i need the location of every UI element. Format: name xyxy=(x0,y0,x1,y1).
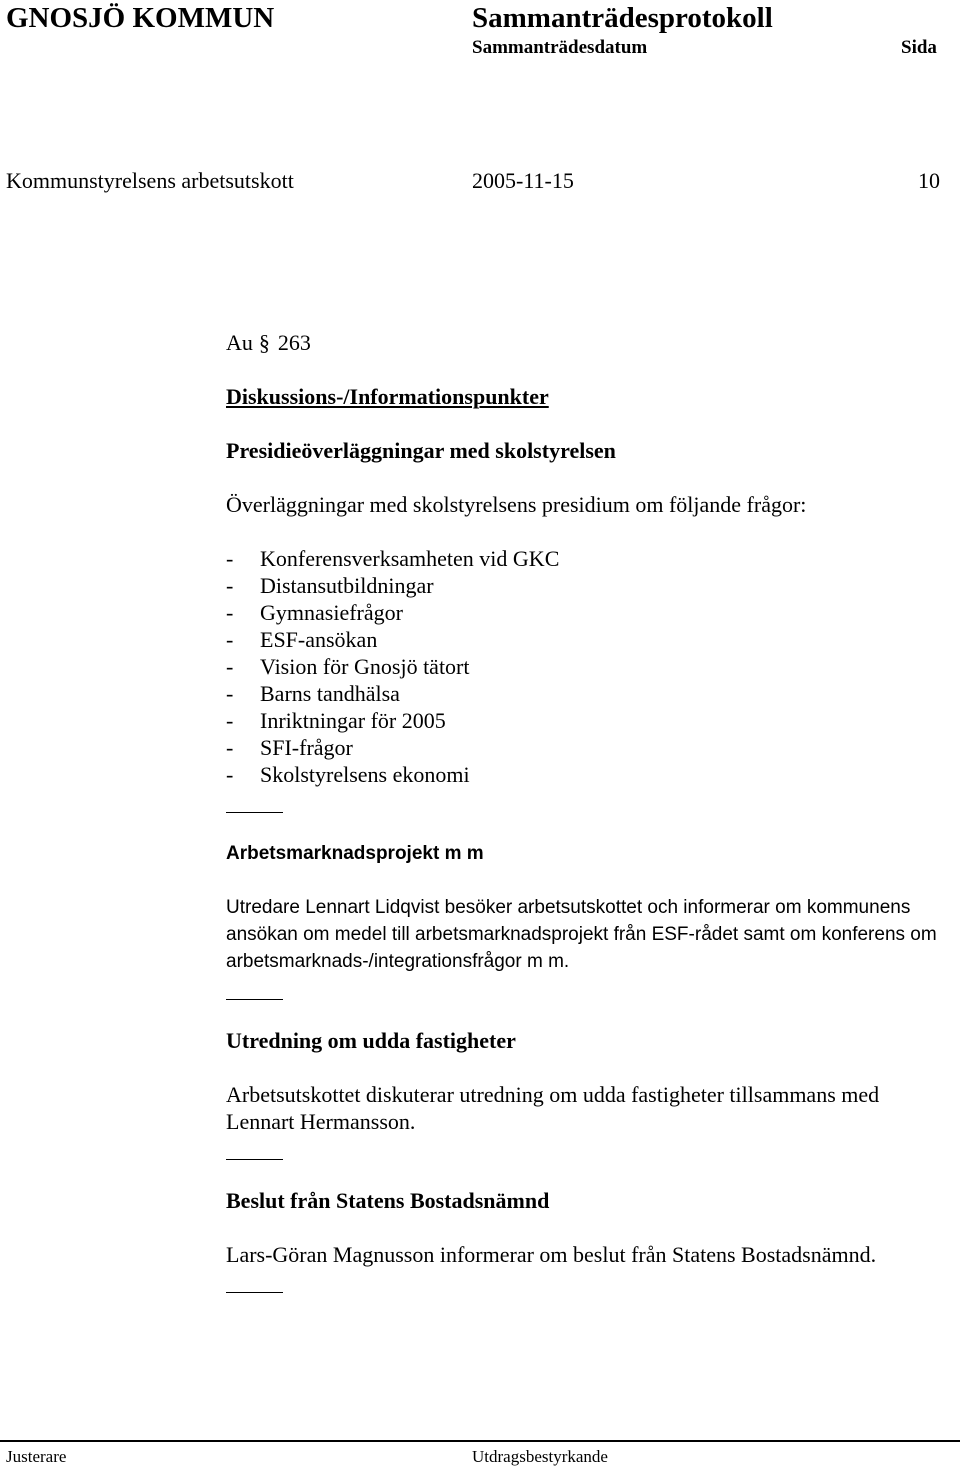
list-item: - Distansutbildningar xyxy=(226,573,434,598)
org-name: GNOSJÖ KOMMUN xyxy=(6,2,275,34)
section-heading-presidium: Presidieöverläggningar med skolstyrelsen xyxy=(226,438,616,463)
meeting-date: 2005-11-15 xyxy=(472,168,574,193)
list-item: - Gymnasiefrågor xyxy=(226,600,403,625)
extract-certification-label: Utdragsbestyrkande xyxy=(472,1447,608,1466)
paragraph-prefix: Au xyxy=(226,330,253,355)
list-item: - ESF-ansökan xyxy=(226,627,378,652)
main-heading: Diskussions-/Informationspunkter xyxy=(226,384,549,409)
section-heading-properties: Utredning om udda fastigheter xyxy=(226,1028,516,1053)
document-type: Sammanträdesprotokoll xyxy=(472,2,773,34)
paragraph-no: 263 xyxy=(277,330,311,355)
list-item: - Vision för Gnosjö tätort xyxy=(226,654,470,679)
section-text-housing: Lars-Göran Magnusson informerar om beslut från Statens Bostadsnämnd. xyxy=(226,1242,877,1267)
section-heading-labor: Arbetsmarknadsprojekt m m xyxy=(226,843,484,864)
section-divider xyxy=(226,1159,283,1160)
section-divider xyxy=(226,999,283,1000)
section-heading-housing: Beslut från Statens Bostadsnämnd xyxy=(226,1188,550,1213)
section-text-labor: Utredare Lennart Lidqvist besöker arbetsutskottet och informerar om kommunens ansökan om medel till arbetsmarknadsprojekt från ESF-rådet samt om konferens om arbetsmarknads-/integrationsfrågor m m. xyxy=(226,897,937,972)
committee-name: Kommunstyrelsens arbetsutskott xyxy=(6,168,294,193)
page-number: 10 xyxy=(918,168,940,193)
section-divider xyxy=(226,812,283,813)
footer-rule xyxy=(0,1440,960,1442)
section-symbol: § xyxy=(258,330,270,355)
meeting-date-label: Sammanträdesdatum xyxy=(472,37,648,58)
protocol-content xyxy=(226,329,946,1295)
list-item: - Inriktningar för 2005 xyxy=(226,708,446,733)
page-label: Sida xyxy=(901,37,937,58)
topic-list xyxy=(226,545,946,788)
section-text-properties: Arbetsutskottet diskuterar utredning om udda fastigheter tillsammans med Lennart Hermansson. xyxy=(226,1082,880,1134)
list-item: - Konferensverksamheten vid GKC xyxy=(226,546,560,571)
list-item: - SFI-frågor xyxy=(226,735,353,760)
paragraph-number xyxy=(226,329,946,356)
list-item: - Barns tandhälsa xyxy=(226,681,400,706)
list-item: - Skolstyrelsens ekonomi xyxy=(226,762,470,787)
signatory-label: Justerare xyxy=(6,1447,67,1466)
section-divider xyxy=(226,1292,283,1293)
section-intro-presidium: Överläggningar med skolstyrelsens presidium om följande frågor: xyxy=(226,492,807,517)
